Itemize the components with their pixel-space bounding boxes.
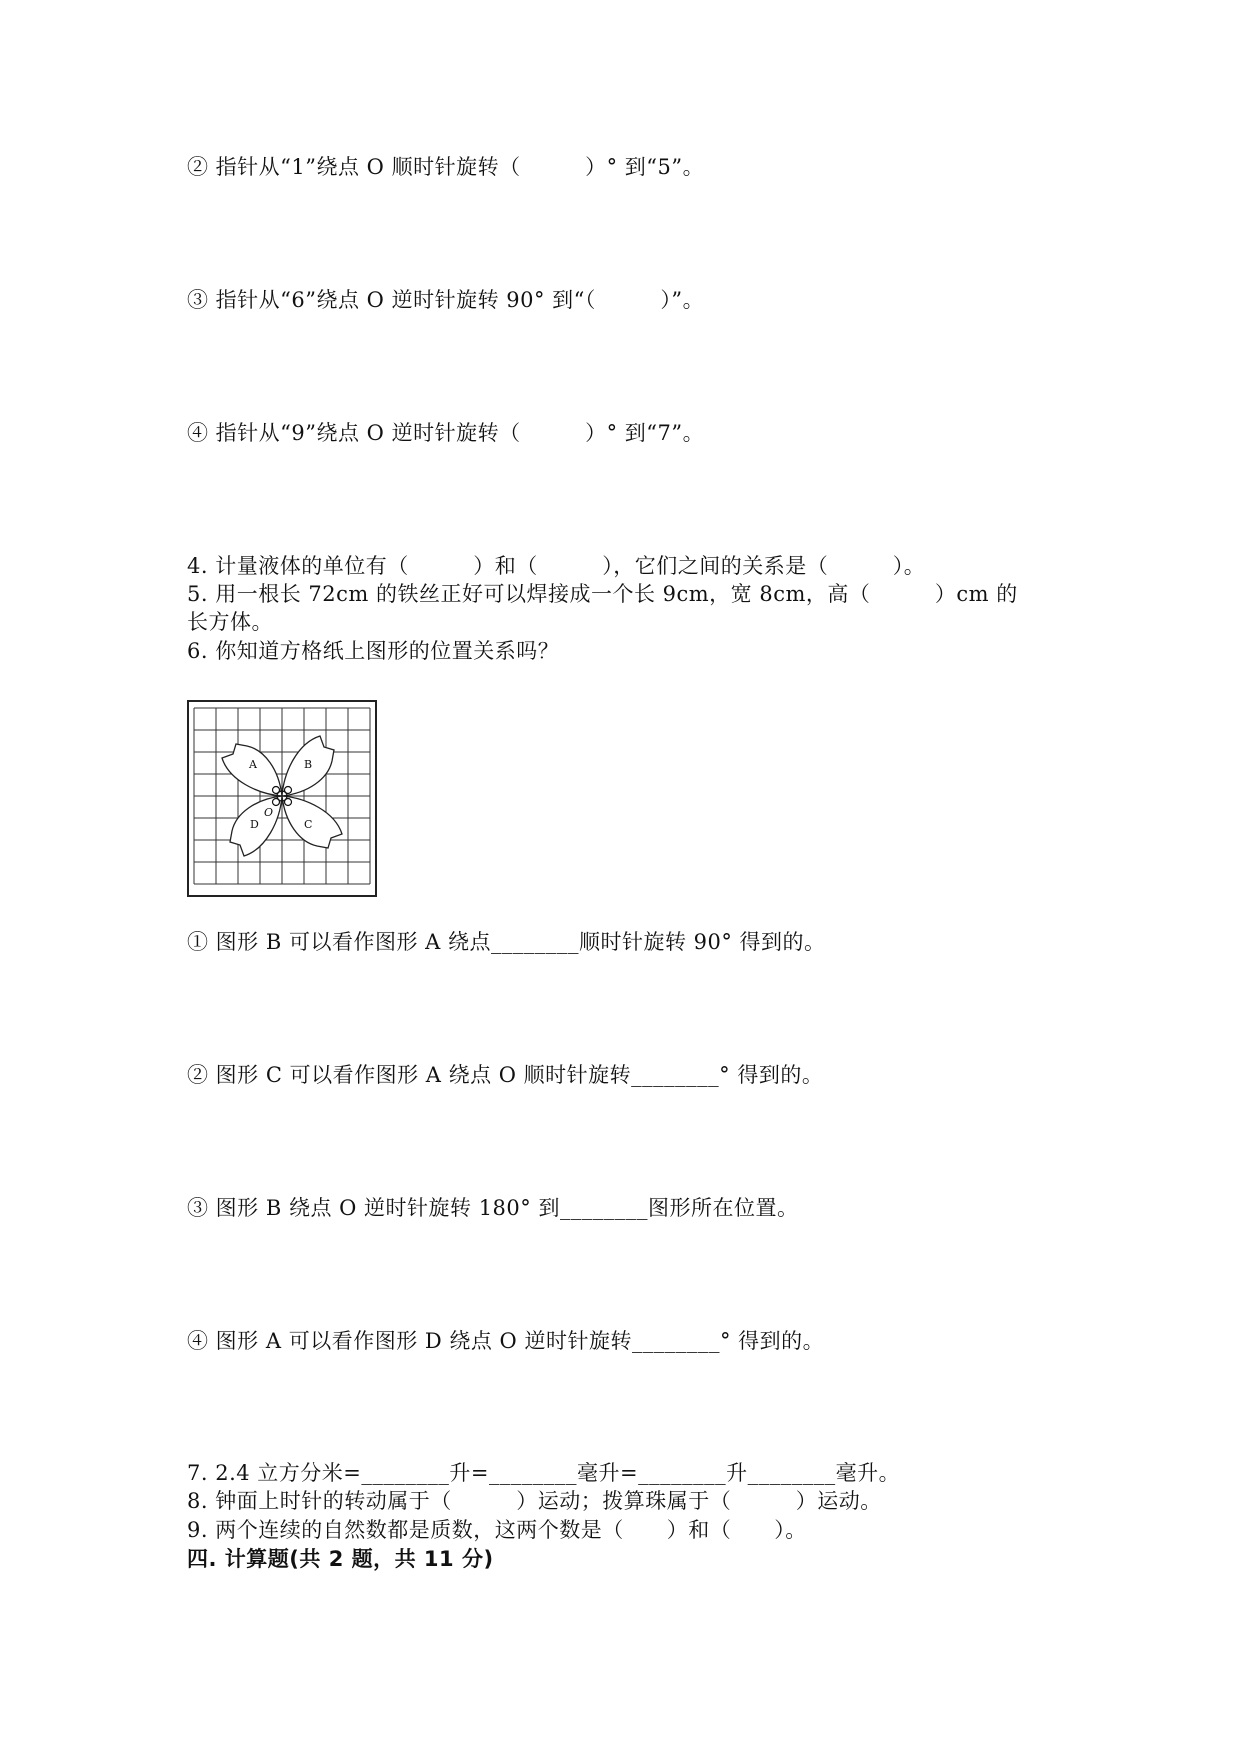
- question-7: 7. 2.4 立方分米=________升=________毫升=________升________毫升。: [187, 1461, 901, 1485]
- section-4-heading: 四. 计算题(共 2 题，共 11 分): [187, 1547, 494, 1571]
- question-6-part-3: ③ 图形 B 绕点 O 逆时针旋转 180° 到________图形所在位置。: [187, 1196, 799, 1220]
- question-3-part-3: ③ 指针从“6”绕点 O 逆时针旋转 90° 到“（ ）”。: [187, 288, 705, 312]
- question-3-part-4: ④ 指针从“9”绕点 O 逆时针旋转（ ）° 到“7”。: [187, 421, 705, 445]
- question-6: 6. 你知道方格纸上图形的位置关系吗？: [187, 639, 560, 663]
- question-3-part-2: ② 指针从“1”绕点 O 顺时针旋转（ ）° 到“5”。: [187, 155, 705, 179]
- label-o: O: [264, 806, 274, 819]
- label-c: C: [304, 818, 313, 831]
- label-a: A: [249, 758, 257, 771]
- question-5-line-1: 5. 用一根长 72cm 的铁丝正好可以焊接成一个长 9cm，宽 8cm，高（ ）cm 的: [187, 582, 1018, 606]
- grid-flower-figure: [187, 700, 377, 897]
- question-6-part-4: ④ 图形 A 可以看作图形 D 绕点 O 逆时针旋转________° 得到的。: [187, 1329, 825, 1353]
- label-d: D: [250, 818, 259, 831]
- question-5-line-2: 长方体。: [187, 610, 273, 634]
- question-4: 4. 计量液体的单位有（ ）和（ ），它们之间的关系是（ ）。: [187, 554, 926, 578]
- question-6-part-2: ② 图形 C 可以看作图形 A 绕点 O 顺时针旋转________° 得到的。: [187, 1063, 824, 1087]
- question-9: 9. 两个连续的自然数都是质数，这两个数是（ ）和（ ）。: [187, 1518, 807, 1542]
- question-6-part-1: ① 图形 B 可以看作图形 A 绕点________顺时针旋转 90° 得到的。: [187, 930, 826, 954]
- question-8: 8. 钟面上时针的转动属于（ ）运动；拨算珠属于（ ）运动。: [187, 1489, 882, 1513]
- label-b: B: [304, 758, 313, 771]
